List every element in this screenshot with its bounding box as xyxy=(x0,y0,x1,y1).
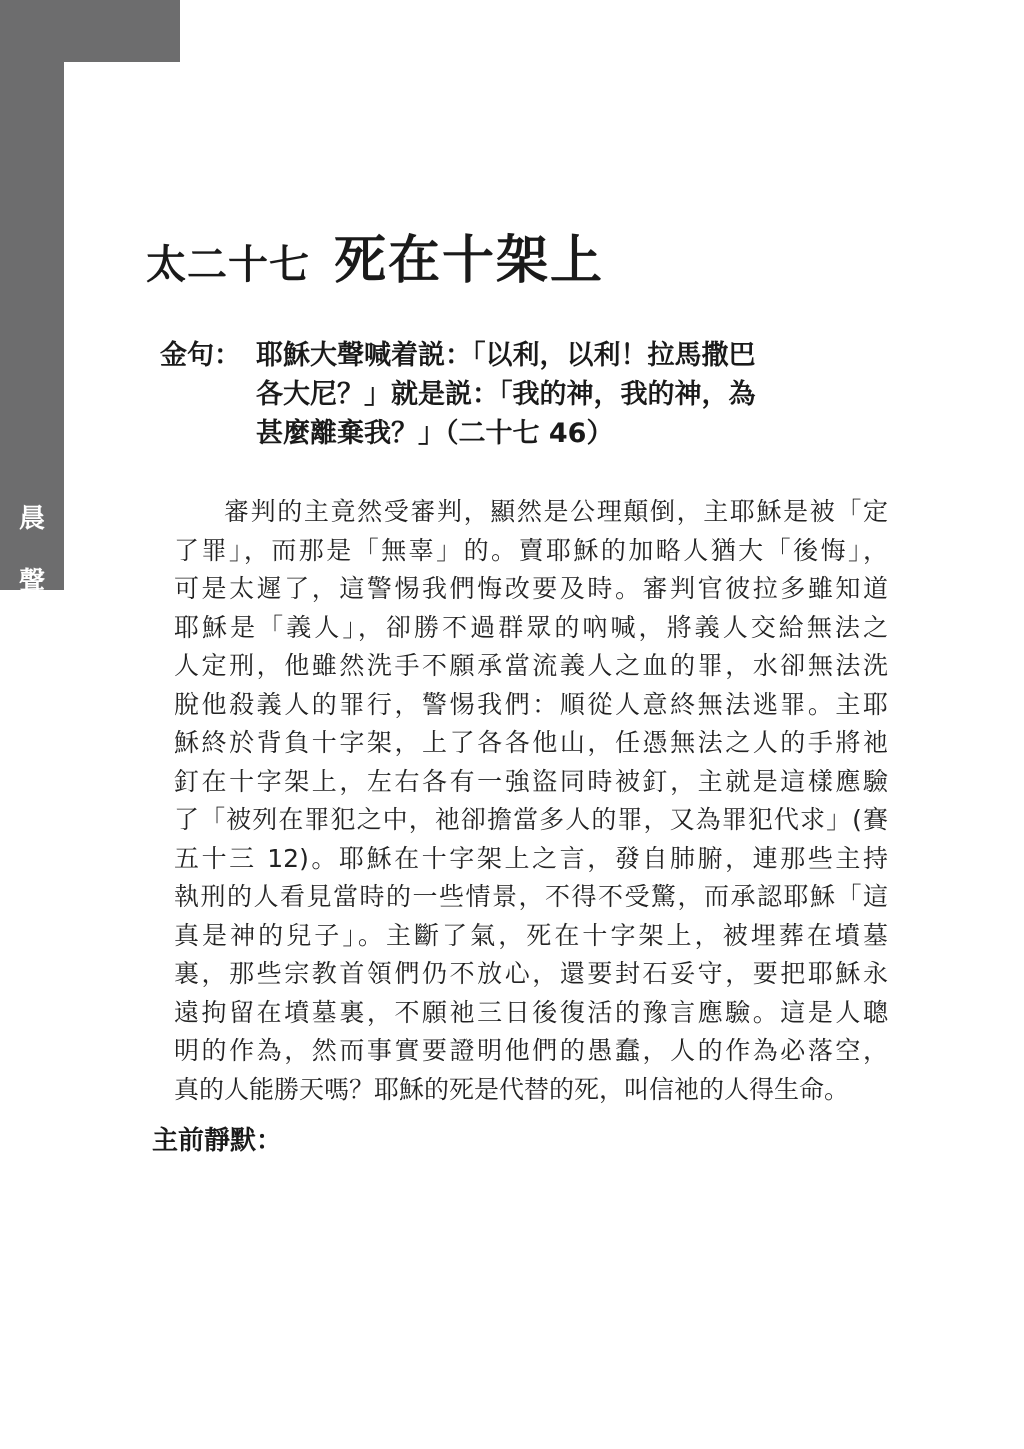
page-number: 46 xyxy=(19,627,45,651)
scripture-reference: 太二十七 xyxy=(146,241,310,288)
body-line: 審判的主竟然受審判，顯然是公理顛倒，主耶穌是被「定 xyxy=(224,497,888,526)
body-line: 真的人能勝天嗎？耶穌的死是代替的死，叫信祂的人得生命。 xyxy=(174,1074,850,1104)
body-line: 穌終於背負十字架，上了各各他山，任憑無法之人的手將祂 xyxy=(174,728,888,757)
body-paragraph xyxy=(174,493,888,1109)
silent-prayer-heading: 主前靜默： xyxy=(152,1126,283,1156)
golden-verse-line: 甚麼離棄我？」（二十七 46） xyxy=(256,418,614,449)
body-line: 耶穌是「義人」，卻勝不過群眾的吶喊，將義人交給無法之 xyxy=(174,612,888,642)
body-line: 了罪」，而那是「無辜」的。賣耶穌的加略人猶大「後悔」， xyxy=(174,535,888,565)
body-line: 脫他殺義人的罪行，警惕我們：順從人意終無法逃罪。主耶 xyxy=(174,689,888,719)
golden-verse-text xyxy=(256,336,880,453)
golden-verse-line: 耶穌大聲喊着説：「以利，以利！拉馬撒巴 xyxy=(256,340,756,371)
body-line: 裏，那些宗教首領們仍不放心，還要封石妥守，要把耶穌永 xyxy=(174,959,888,988)
side-tab-char-2: 聲 xyxy=(18,567,45,597)
body-line: 明的作為，然而事實要證明他們的愚蠢，人的作為必落空， xyxy=(174,1036,888,1065)
body-line: 執刑的人看見當時的一些情景，不得不受驚，而承認耶穌「這 xyxy=(174,882,888,911)
side-tab xyxy=(0,62,64,651)
side-tab-char-1: 晨 xyxy=(18,504,45,534)
header-tab-block xyxy=(0,0,180,62)
body-line: 遠拘留在墳墓裏，不願祂三日後復活的豫言應驗。這是人聰 xyxy=(174,997,888,1027)
body-line: 五十三 12)。耶穌在十字架上之言，發自肺腑，連那些主持 xyxy=(174,843,888,873)
body-line: 釘在十字架上，左右各有一強盜同時被釘，主就是這樣應驗 xyxy=(174,766,888,796)
golden-verse-line: 各大尼？」就是説：「我的神，我的神，為 xyxy=(256,379,756,410)
golden-verse xyxy=(160,336,880,453)
body-line: 了「被列在罪犯之中，祂卻擔當多人的罪，又為罪犯代求」(賽 xyxy=(174,805,888,834)
body-line: 可是太遲了，這警惕我們悔改要及時。審判官彼拉多雖知道 xyxy=(174,574,888,603)
golden-verse-label: 金句： xyxy=(160,340,241,371)
body-line: 真是神的兒子」。主斷了氣，死在十字架上，被埋葬在墳墓 xyxy=(174,920,888,950)
page-title xyxy=(146,218,605,291)
body-line: 人定刑，他雖然洗手不願承當流義人之血的罪，水卻無法洗 xyxy=(174,651,888,680)
chapter-title: 死在十架上 xyxy=(334,230,605,291)
